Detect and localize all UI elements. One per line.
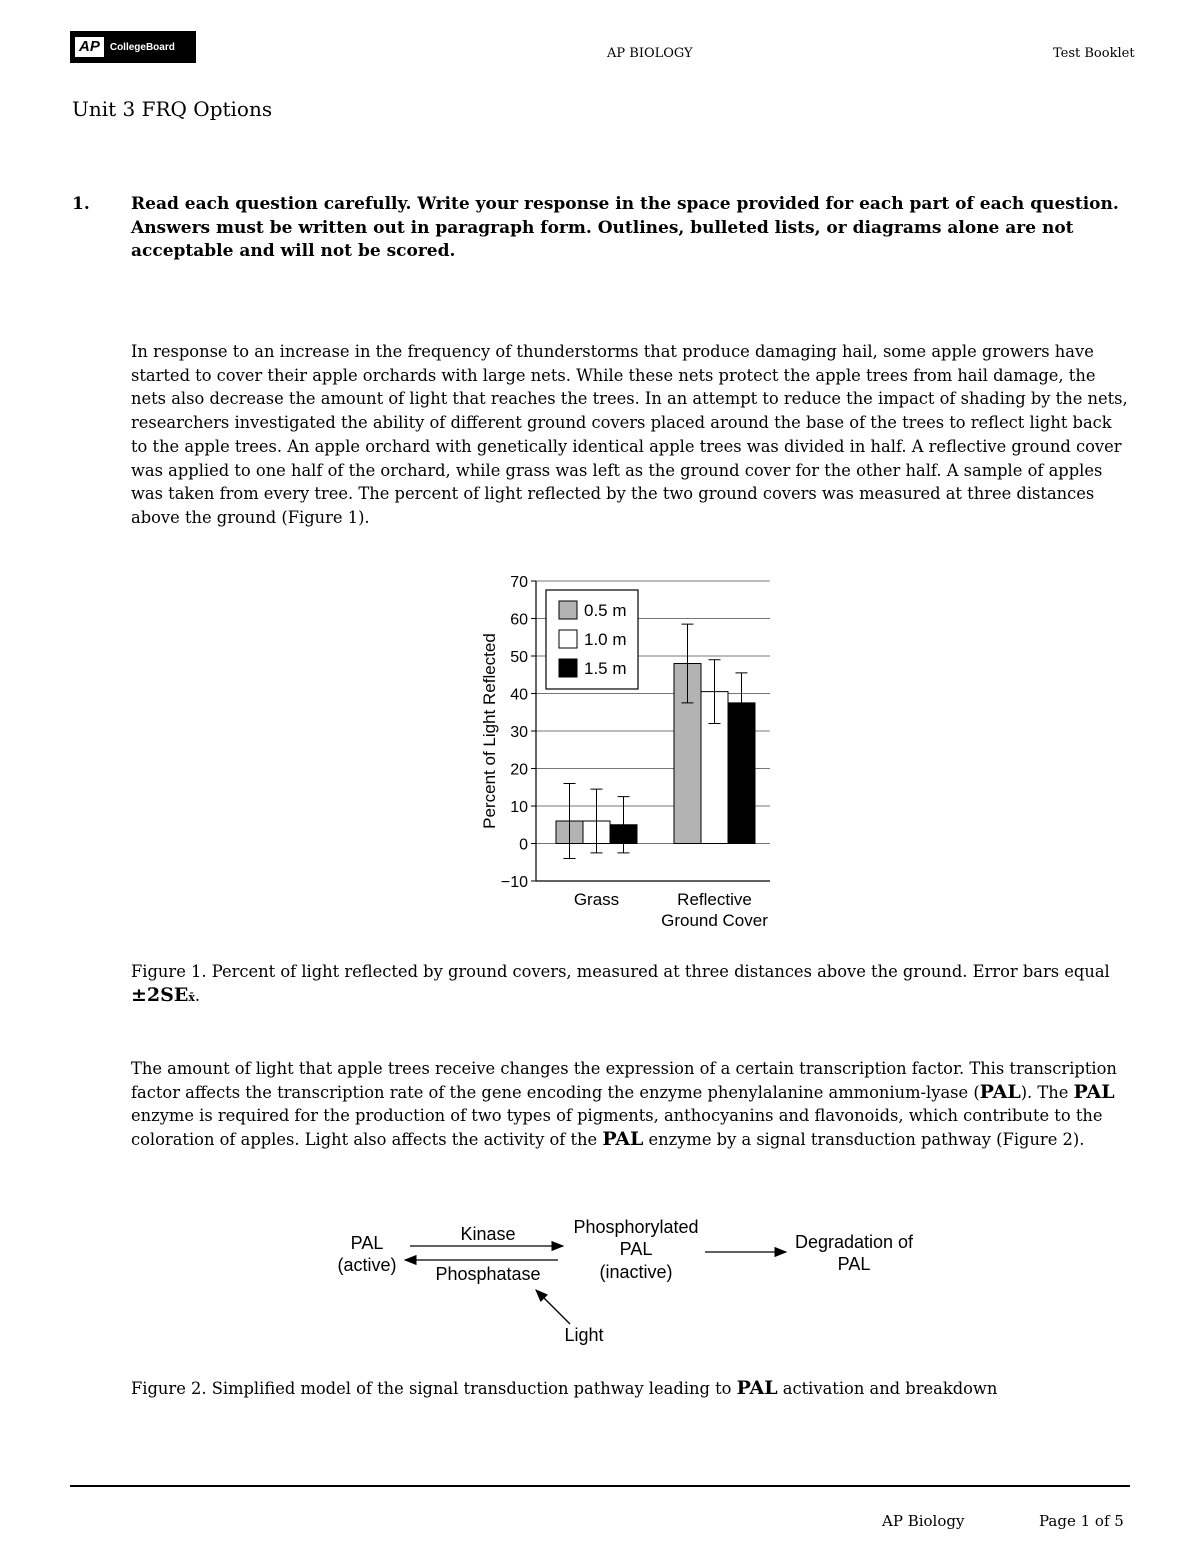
phospho-pal-label: PAL	[619, 1239, 653, 1259]
x-category-label: Reflective	[677, 890, 752, 909]
inactive-label: (inactive)	[599, 1262, 673, 1282]
degradation-label: Degradation of	[794, 1232, 914, 1252]
question-instructions: Read each question carefully. Write your response in the space provided for each part of each question. Answers must be written out in paragraph form. Outlines, bulleted lists, or diagrams alone are not acceptable and will not be scored.	[131, 194, 1119, 261]
y-tick-label: 50	[510, 649, 528, 666]
figure-1-caption-text: Figure 1. Percent of light reflected by ground covers, measured at three distances above the ground. Error bars equal	[131, 962, 1110, 981]
light-arrow	[536, 1290, 570, 1324]
pal-paragraph-part-d: enzyme by a signal transduction pathway (Figure 2).	[643, 1130, 1085, 1150]
page-title: Unit 3 FRQ Options	[72, 97, 273, 121]
footer-page-number: Page 1 of 5	[1039, 1512, 1124, 1530]
figure-2-caption-end: activation and breakdown	[777, 1379, 998, 1398]
legend-swatch	[559, 659, 577, 677]
logo-ap-mark: AP	[75, 37, 104, 57]
y-tick-label: −10	[500, 874, 528, 891]
y-tick-label: 70	[510, 574, 528, 591]
y-tick-label: 0	[519, 836, 528, 854]
legend-label: 0.5 m	[584, 601, 627, 620]
kinase-label: Kinase	[460, 1224, 516, 1244]
phosphorylated-label: Phosphorylated	[573, 1217, 699, 1237]
x-category-label: Grass	[573, 890, 620, 909]
plus-minus-2se: ±2SE	[131, 983, 189, 1006]
legend-swatch	[559, 601, 577, 619]
question-number: 1.	[72, 194, 90, 214]
legend-swatch	[559, 630, 577, 648]
header-subject: AP BIOLOGY	[607, 46, 693, 61]
figure-2-caption	[131, 1377, 1131, 1401]
footer-rule	[70, 1485, 1130, 1487]
figure-1-caption	[131, 960, 1131, 1009]
y-axis-label: Percent of Light Reflected	[480, 633, 499, 829]
figure-2-caption-text: Figure 2. Simplified model of the signal transduction pathway leading to	[131, 1379, 737, 1398]
pal-term: PAL	[979, 1080, 1021, 1103]
pal-paragraph	[131, 1057, 1131, 1152]
legend-label: 1.5 m	[584, 659, 627, 678]
y-tick-label: 30	[510, 724, 528, 741]
college-board-logo	[70, 31, 196, 63]
y-tick-label: 40	[510, 686, 528, 704]
phosphatase-label: Phosphatase	[435, 1264, 541, 1284]
pal-active-label: PAL	[350, 1233, 384, 1253]
figure-2-pathway-diagram	[320, 1205, 940, 1355]
pal-paragraph-part-c: enzyme is required for the production of two types of pigments, anthocyanins and flavonoids, which contribute to the coloration of apples. Light also affects the activity of the	[131, 1106, 1103, 1150]
pal-paragraph-part-b: ). The	[1020, 1082, 1074, 1102]
figure-1-bar-chart	[470, 560, 790, 940]
y-tick-label: 20	[510, 761, 528, 779]
degradation-pal-label: PAL	[837, 1254, 871, 1274]
x-bar-subscript: x̄	[188, 990, 195, 1004]
legend-label: 1.0 m	[584, 630, 627, 649]
logo-brand-text: CollegeBoard	[109, 41, 175, 53]
header-booklet: Test Booklet	[1053, 46, 1135, 61]
pal-active-state: (active)	[337, 1255, 397, 1275]
light-label: Light	[564, 1325, 604, 1345]
y-tick-label: 60	[510, 611, 528, 629]
caption-period: .	[194, 985, 201, 1005]
intro-paragraph: In response to an increase in the frequency of thunderstorms that produce damaging hail, some apple growers have started to cover their apple orchards with large nets. While these nets protect the apple trees from hail damage, the nets also decrease the amount of light that reaches the trees. In an attempt to reduce the impact of shading by the nets, researchers investigated the ability of different ground covers placed around the base of the trees to reflect light back to the apple trees. An apple orchard with genetically identical apple trees was divided in half. A reflective ground cover was applied to one half of the orchard, while grass was left as the ground cover for the other half. A sample of apples was taken from every tree. The percent of light reflected by the two ground covers was measured at three distances above the ground (Figure 1).	[131, 342, 1128, 527]
x-category-label: Ground Cover	[661, 911, 768, 930]
pal-term: PAL	[1073, 1080, 1115, 1103]
pal-paragraph-part-a: The amount of light that apple trees receive changes the expression of a certain transcription factor. This transcription factor affects the transcription rate of the gene encoding the enzyme phenylalanine ammonium-lyase (	[131, 1059, 1117, 1102]
footer-subject: AP Biology	[882, 1512, 965, 1530]
y-tick-label: 10	[510, 799, 528, 816]
pal-term: PAL	[736, 1377, 778, 1399]
pal-term: PAL	[602, 1128, 644, 1151]
